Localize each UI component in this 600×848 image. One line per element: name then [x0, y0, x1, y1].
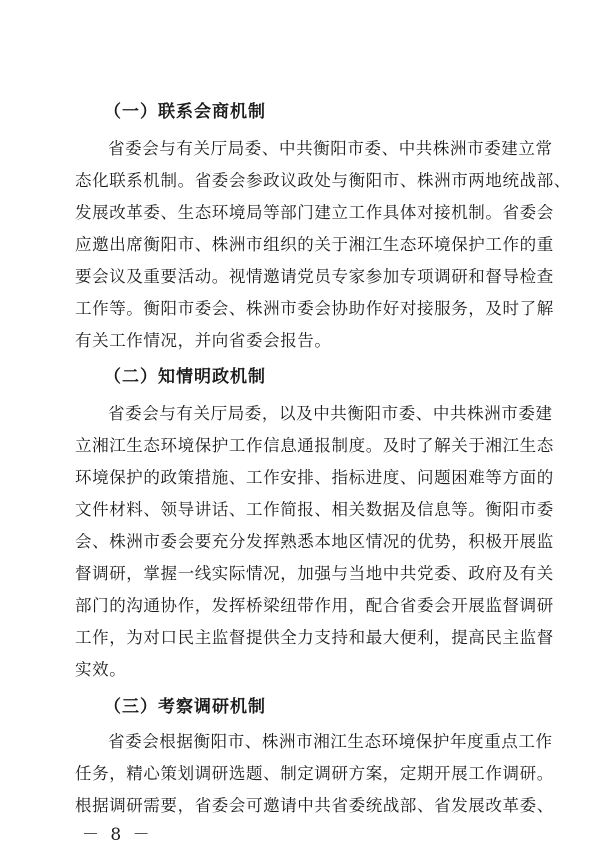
paragraph-line: 任务，精心策划调研选题、制定调研方案，定期开展工作调研。	[75, 764, 554, 783]
paragraph-line: 部门的沟通协作，发挥桥梁纽带作用，配合省委会开展监督调研	[75, 596, 554, 615]
paragraph-line: 发展改革委、生态环境局等部门建立工作具体对接机制。省委会	[75, 203, 554, 222]
paragraph-line: 工作，为对口民主监督提供全力支持和最大便利，提高民主监督	[75, 628, 554, 647]
paragraph-line: 督调研，掌握一线实际情况，加强与当地中共党委、政府及有关	[75, 564, 554, 583]
paragraph-line: 要会议及重要活动。视情邀请党员专家参加专项调研和督导检查	[75, 267, 554, 286]
paragraph-line: 省委会与有关厅局委，以及中共衡阳市委、中共株洲市委建	[108, 404, 553, 423]
paragraph-line: 工作等。衡阳市委会、株洲市委会协助作好对接服务，及时了解	[75, 299, 554, 318]
paragraph-line: 实效。	[75, 660, 127, 679]
paragraph-line: 根据调研需要，省委会可邀请中共省委统战部、省发展改革委、	[75, 796, 554, 815]
paragraph-line: 态化联系机制。省委会参政议政处与衡阳市、株洲市两地统战部、	[75, 171, 571, 190]
section-heading-information: （二）知情明政机制	[104, 367, 266, 387]
section-heading-liaison: （一）联系会商机制	[104, 102, 266, 122]
paragraph-line: 有关工作情况，并向省委会报告。	[75, 331, 332, 350]
paragraph-line: 文件材料、领导讲话、工作简报、相关数据及信息等。衡阳市委	[75, 500, 554, 519]
paragraph-line: 应邀出席衡阳市、株洲市组织的关于湘江生态环境保护工作的重	[75, 235, 554, 254]
section-heading-research: （三）考察调研机制	[104, 697, 266, 717]
paragraph-line: 环境保护的政策措施、工作安排、指标进度、问题困难等方面的	[75, 468, 554, 487]
paragraph-line: 立湘江生态环境保护工作信息通报制度。及时了解关于湘江生态	[75, 436, 554, 455]
paragraph-line: 省委会根据衡阳市、株洲市湘江生态环境保护年度重点工作	[108, 732, 553, 751]
paragraph-line: 省委会与有关厅局委、中共衡阳市委、中共株洲市委建立常	[108, 139, 553, 158]
paragraph-line: 会、株洲市委会要充分发挥熟悉本地区情况的优势，积极开展监	[75, 532, 554, 551]
page-number: － 8 －	[82, 825, 153, 845]
